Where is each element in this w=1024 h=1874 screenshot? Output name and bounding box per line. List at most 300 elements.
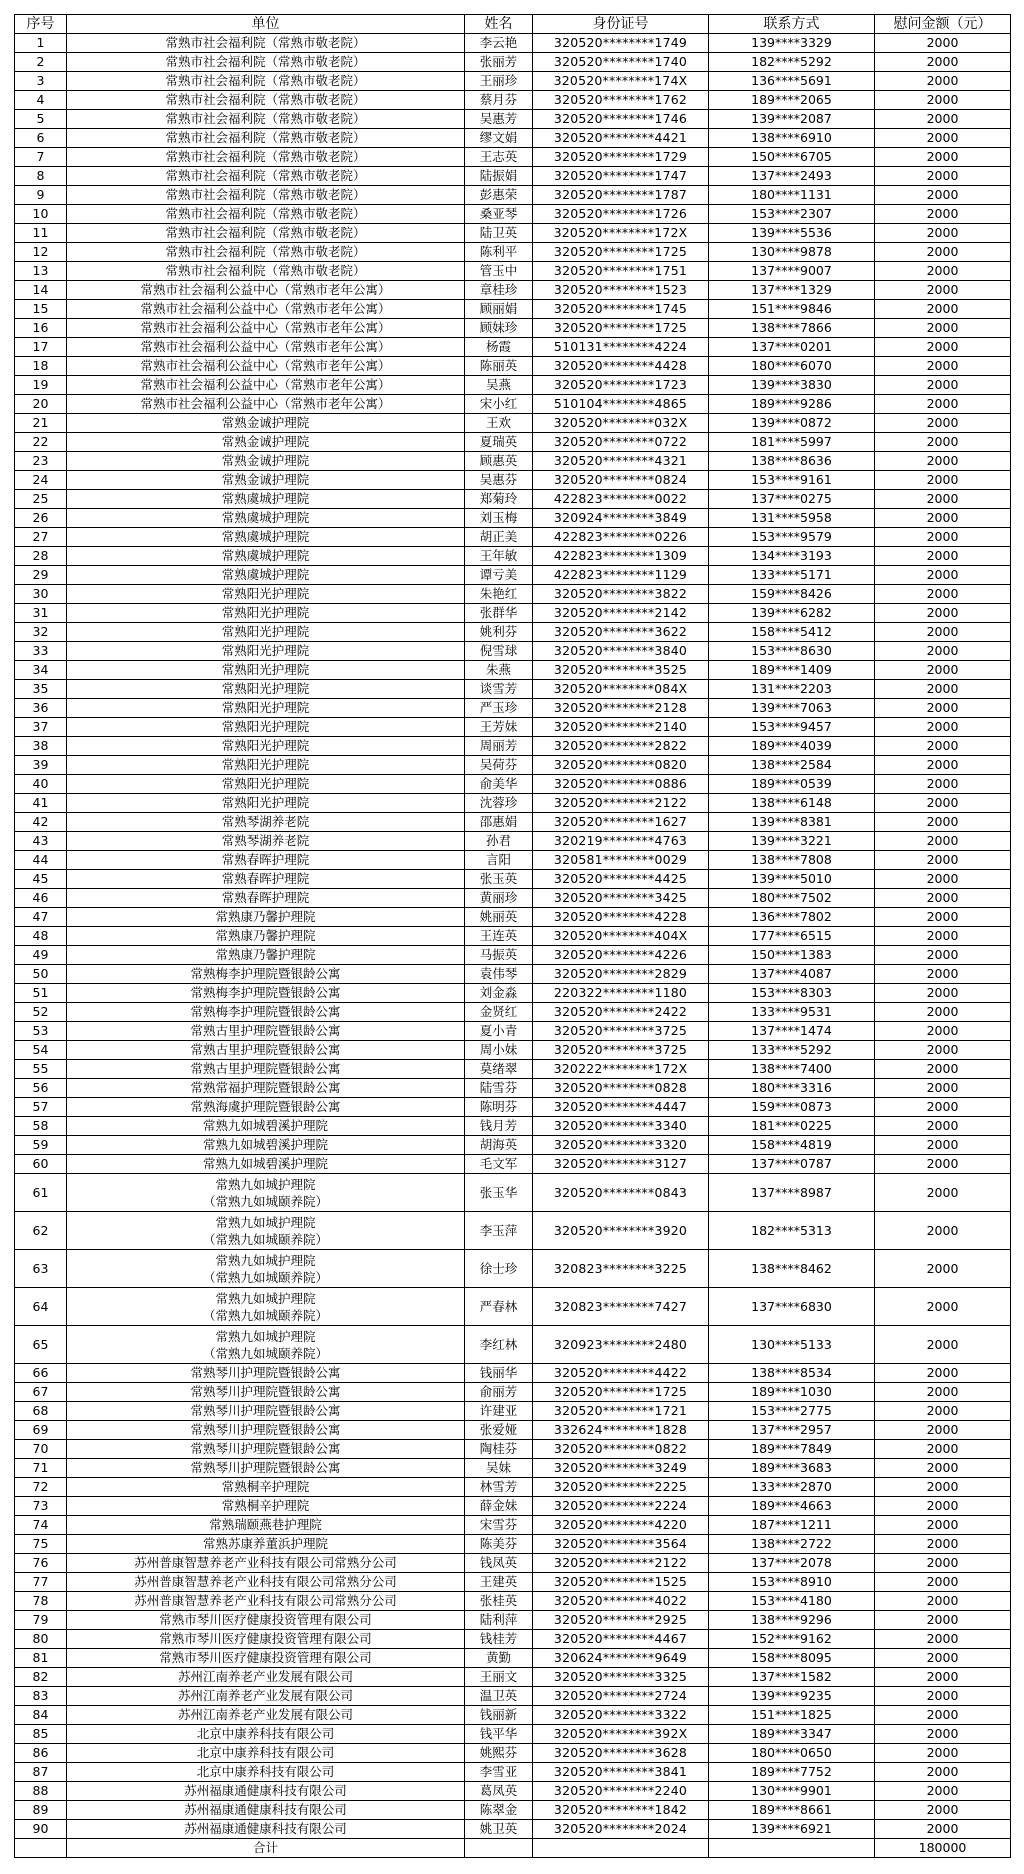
table-row [15,908,1011,927]
row-id-number: 320520********404X [533,927,709,946]
relief-fund-sheet [14,14,1010,1858]
row-name: 桑亚琴 [465,205,533,224]
row-unit: 常熟市琴川医疗健康投资管理有限公司 [67,1649,465,1668]
row-index: 29 [15,566,67,585]
row-name: 陈美芬 [465,1535,533,1554]
row-id-number: 320520********4467 [533,1630,709,1649]
row-id-number: 320520********1523 [533,281,709,300]
row-name: 陆雪芬 [465,1079,533,1098]
row-name: 顾丽娟 [465,300,533,319]
row-contact: 130****9878 [709,243,875,262]
row-index: 3 [15,72,67,91]
row-amount: 2000 [875,1630,1011,1649]
row-unit: 常熟阳光护理院 [67,680,465,699]
row-amount: 2000 [875,414,1011,433]
table-row [15,585,1011,604]
row-id-number: 320520********1740 [533,53,709,72]
row-amount: 2000 [875,718,1011,737]
row-index: 22 [15,433,67,452]
row-index: 58 [15,1117,67,1136]
row-index: 19 [15,376,67,395]
row-amount: 2000 [875,547,1011,566]
total-row [15,1839,1011,1858]
row-unit: 常熟琴川护理院暨银龄公寓 [67,1421,465,1440]
row-index: 24 [15,471,67,490]
row-amount: 2000 [875,357,1011,376]
row-name: 葛凤英 [465,1782,533,1801]
table-row [15,870,1011,889]
table-row [15,1535,1011,1554]
row-unit: 常熟市社会福利院（常熟市敬老院） [67,224,465,243]
row-name: 张玉华 [465,1174,533,1212]
row-index: 90 [15,1820,67,1839]
row-name: 林雪芳 [465,1478,533,1497]
row-amount: 2000 [875,110,1011,129]
row-id-number: 320520********0722 [533,433,709,452]
table-row [15,1611,1011,1630]
row-contact: 137****0787 [709,1155,875,1174]
row-name: 马振英 [465,946,533,965]
row-unit: 常熟琴川护理院暨银龄公寓 [67,1459,465,1478]
row-name: 杨霞 [465,338,533,357]
row-name: 陆卫英 [465,224,533,243]
row-contact: 139****5010 [709,870,875,889]
row-amount: 2000 [875,1554,1011,1573]
row-amount: 2000 [875,1060,1011,1079]
row-name: 王芳妹 [465,718,533,737]
row-contact: 189****7849 [709,1440,875,1459]
row-name: 宋小红 [465,395,533,414]
row-index: 63 [15,1250,67,1288]
table-row [15,1820,1011,1839]
table-row [15,129,1011,148]
row-amount: 2000 [875,1497,1011,1516]
row-contact: 139****0872 [709,414,875,433]
row-id-number: 320520********4022 [533,1592,709,1611]
row-name: 黄勤 [465,1649,533,1668]
row-id-number: 320520********2024 [533,1820,709,1839]
row-unit-line-2: （常熟九如城颐养院） [202,1345,328,1361]
row-index: 16 [15,319,67,338]
row-index: 45 [15,870,67,889]
row-unit: 苏州福康通健康科技有限公司 [67,1820,465,1839]
row-contact: 139****9235 [709,1687,875,1706]
row-unit: 常熟桐辛护理院 [67,1497,465,1516]
row-id-number: 320520********3622 [533,623,709,642]
row-amount: 2000 [875,205,1011,224]
row-id-number: 320923********2480 [533,1326,709,1364]
row-unit: 常熟虞城护理院 [67,528,465,547]
row-contact: 180****0650 [709,1744,875,1763]
row-index: 72 [15,1478,67,1497]
row-name: 陆振娟 [465,167,533,186]
row-contact: 180****1131 [709,186,875,205]
table-row [15,699,1011,718]
row-index: 71 [15,1459,67,1478]
row-name: 姚卫英 [465,1820,533,1839]
row-contact: 137****9007 [709,262,875,281]
row-index: 52 [15,1003,67,1022]
table-row [15,1136,1011,1155]
row-id-number: 320520********2122 [533,1554,709,1573]
header-unit: 单位 [67,15,465,34]
row-unit: 常熟市社会福利院（常熟市敬老院） [67,148,465,167]
row-id-number: 320520********2240 [533,1782,709,1801]
table-row [15,623,1011,642]
row-id-number: 320520********1627 [533,813,709,832]
row-amount: 2000 [875,243,1011,262]
row-index: 84 [15,1706,67,1725]
row-name: 朱艳红 [465,585,533,604]
row-name: 吴惠芳 [465,110,533,129]
row-index: 21 [15,414,67,433]
row-id-number: 422823********0226 [533,528,709,547]
row-contact: 182****5292 [709,53,875,72]
row-id-number: 320222********172X [533,1060,709,1079]
row-contact: 138****8462 [709,1250,875,1288]
row-amount: 2000 [875,813,1011,832]
row-name: 陈丽英 [465,357,533,376]
row-contact: 138****2722 [709,1535,875,1554]
row-id-number: 320823********3225 [533,1250,709,1288]
row-contact: 134****3193 [709,547,875,566]
row-amount: 2000 [875,34,1011,53]
row-index: 83 [15,1687,67,1706]
row-index: 62 [15,1212,67,1250]
row-index: 67 [15,1383,67,1402]
row-amount: 2000 [875,1250,1011,1288]
row-unit: 常熟瑞颐燕巷护理院 [67,1516,465,1535]
row-id-number: 320520********1525 [533,1573,709,1592]
row-id-number: 320520********0843 [533,1174,709,1212]
table-row [15,357,1011,376]
row-index: 30 [15,585,67,604]
row-unit: 常熟市社会福利公益中心（常熟市老年公寓） [67,395,465,414]
row-amount: 2000 [875,1022,1011,1041]
row-name: 钱凤英 [465,1554,533,1573]
row-unit: 常熟梅李护理院暨银龄公寓 [67,965,465,984]
row-index: 2 [15,53,67,72]
row-contact: 133****5171 [709,566,875,585]
row-unit-line-1: 常熟九如城护理院 [215,1176,316,1192]
row-amount: 2000 [875,1212,1011,1250]
row-index: 25 [15,490,67,509]
table-row [15,91,1011,110]
row-contact: 138****8636 [709,452,875,471]
row-contact: 153****9161 [709,471,875,490]
row-amount: 2000 [875,1478,1011,1497]
row-amount: 2000 [875,338,1011,357]
row-index: 40 [15,775,67,794]
table-row [15,680,1011,699]
table-row [15,1155,1011,1174]
table-row [15,1402,1011,1421]
row-index: 75 [15,1535,67,1554]
row-contact: 130****5133 [709,1326,875,1364]
row-unit-line-2: （常熟九如城颐养院） [202,1269,328,1285]
table-row [15,490,1011,509]
row-unit: 常熟市社会福利公益中心（常熟市老年公寓） [67,376,465,395]
row-amount: 2000 [875,1155,1011,1174]
row-id-number: 320520********032X [533,414,709,433]
row-amount: 2000 [875,1098,1011,1117]
row-name: 陈明芬 [465,1098,533,1117]
row-id-number: 320520********1725 [533,243,709,262]
table-row [15,1003,1011,1022]
total-phone-cell [709,1839,875,1858]
table-row [15,1288,1011,1326]
row-id-number: 320520********2128 [533,699,709,718]
row-unit: 常熟梅李护理院暨银龄公寓 [67,1003,465,1022]
row-contact: 189****1030 [709,1383,875,1402]
row-unit: 常熟古里护理院暨银龄公寓 [67,1022,465,1041]
row-contact: 189****2065 [709,91,875,110]
row-amount: 2000 [875,528,1011,547]
table-row [15,72,1011,91]
row-contact: 138****7808 [709,851,875,870]
table-row [15,794,1011,813]
table-row [15,300,1011,319]
row-name: 顾妹珍 [465,319,533,338]
row-unit: 常熟金诚护理院 [67,433,465,452]
row-unit: 常熟琴湖养老院 [67,813,465,832]
row-amount: 2000 [875,281,1011,300]
row-name: 言阳 [465,851,533,870]
row-amount: 2000 [875,1744,1011,1763]
row-id-number: 320520********1787 [533,186,709,205]
row-index: 15 [15,300,67,319]
row-name: 顾惠英 [465,452,533,471]
table-row [15,1364,1011,1383]
row-index: 27 [15,528,67,547]
table-row [15,984,1011,1003]
row-id-number: 320520********1842 [533,1801,709,1820]
row-unit: 常熟市社会福利院（常熟市敬老院） [67,91,465,110]
row-name: 陈翠金 [465,1801,533,1820]
row-contact: 139****5536 [709,224,875,243]
table-row [15,832,1011,851]
row-contact: 180****7502 [709,889,875,908]
table-row [15,376,1011,395]
table-row [15,433,1011,452]
row-amount: 2000 [875,870,1011,889]
row-amount: 2000 [875,1117,1011,1136]
row-id-number: 320520********1749 [533,34,709,53]
row-id-number: 320520********2724 [533,1687,709,1706]
table-row [15,946,1011,965]
row-contact: 153****2775 [709,1402,875,1421]
row-index: 20 [15,395,67,414]
row-name: 王建英 [465,1573,533,1592]
row-amount: 2000 [875,1288,1011,1326]
row-amount: 2000 [875,1801,1011,1820]
row-unit: 常熟康乃馨护理院 [67,946,465,965]
table-row [15,547,1011,566]
row-unit: 常熟虞城护理院 [67,509,465,528]
row-unit: 常熟阳光护理院 [67,699,465,718]
row-unit: 苏州江南养老产业发展有限公司 [67,1668,465,1687]
row-id-number: 320520********3425 [533,889,709,908]
row-name: 李玉萍 [465,1212,533,1250]
row-amount: 2000 [875,1440,1011,1459]
table-row [15,1383,1011,1402]
row-index: 64 [15,1288,67,1326]
total-name-cell [465,1839,533,1858]
table-row [15,1782,1011,1801]
table-row [15,1744,1011,1763]
row-amount: 2000 [875,300,1011,319]
row-name: 王丽珍 [465,72,533,91]
row-id-number: 320520********4421 [533,129,709,148]
row-contact: 152****9162 [709,1630,875,1649]
header-amount: 慰问金额（元） [875,15,1011,34]
row-index: 23 [15,452,67,471]
row-contact: 130****9901 [709,1782,875,1801]
row-amount: 2000 [875,889,1011,908]
row-index: 38 [15,737,67,756]
row-index: 89 [15,1801,67,1820]
row-amount: 2000 [875,452,1011,471]
row-index: 46 [15,889,67,908]
table-row [15,1573,1011,1592]
row-index: 54 [15,1041,67,1060]
row-contact: 189****1409 [709,661,875,680]
row-amount: 2000 [875,794,1011,813]
row-name: 蔡月芬 [465,91,533,110]
row-index: 59 [15,1136,67,1155]
row-amount: 2000 [875,1326,1011,1364]
row-name: 吴妹 [465,1459,533,1478]
row-unit: 常熟阳光护理院 [67,756,465,775]
row-id-number: 320520********2140 [533,718,709,737]
row-amount: 2000 [875,1725,1011,1744]
table-row [15,642,1011,661]
row-unit: 常熟康乃馨护理院 [67,927,465,946]
row-index: 74 [15,1516,67,1535]
row-id-number: 320520********392X [533,1725,709,1744]
row-id-number: 320520********3725 [533,1041,709,1060]
row-unit-line-1: 常熟九如城护理院 [215,1252,316,1268]
row-id-number: 320520********1729 [533,148,709,167]
row-contact: 139****3221 [709,832,875,851]
row-id-number: 422823********1129 [533,566,709,585]
row-name: 缪文娟 [465,129,533,148]
row-index: 47 [15,908,67,927]
table-row [15,1668,1011,1687]
row-index: 17 [15,338,67,357]
row-id-number: 320520********3628 [533,1744,709,1763]
table-body [15,34,1011,1839]
row-unit: 常熟市社会福利院（常熟市敬老院） [67,205,465,224]
table-row [15,1117,1011,1136]
row-index: 88 [15,1782,67,1801]
row-id-number: 320520********0820 [533,756,709,775]
row-name: 金贤红 [465,1003,533,1022]
row-unit: 常熟市社会福利院（常熟市敬老院） [67,53,465,72]
row-unit: 常熟虞城护理院 [67,547,465,566]
row-index: 8 [15,167,67,186]
row-unit: 常熟九如城碧溪护理院 [67,1136,465,1155]
row-id-number: 320520********3725 [533,1022,709,1041]
row-unit: 常熟常福护理院暨银龄公寓 [67,1079,465,1098]
row-contact: 136****5691 [709,72,875,91]
row-amount: 2000 [875,72,1011,91]
row-contact: 138****2584 [709,756,875,775]
row-unit: 常熟九如城碧溪护理院 [67,1155,465,1174]
table-row [15,1212,1011,1250]
row-amount: 2000 [875,623,1011,642]
row-name: 黄丽珍 [465,889,533,908]
row-index: 12 [15,243,67,262]
row-amount: 2000 [875,908,1011,927]
row-amount: 2000 [875,91,1011,110]
row-unit: 常熟琴川护理院暨银龄公寓 [67,1383,465,1402]
row-name: 周小妹 [465,1041,533,1060]
row-unit: 常熟金诚护理院 [67,414,465,433]
row-unit: 常熟琴川护理院暨银龄公寓 [67,1402,465,1421]
row-name: 王连英 [465,927,533,946]
row-name: 莫绪翠 [465,1060,533,1079]
table-row [15,1098,1011,1117]
row-unit: 常熟琴湖养老院 [67,832,465,851]
row-index: 35 [15,680,67,699]
row-name: 宋雪芬 [465,1516,533,1535]
row-unit: 北京中康养科技有限公司 [67,1744,465,1763]
total-index-cell [15,1839,67,1858]
row-contact: 189****8661 [709,1801,875,1820]
row-name: 夏瑞英 [465,433,533,452]
row-name: 张爱娅 [465,1421,533,1440]
row-name: 李雪亚 [465,1763,533,1782]
row-index: 10 [15,205,67,224]
row-index: 43 [15,832,67,851]
row-name: 郑菊玲 [465,490,533,509]
row-index: 69 [15,1421,67,1440]
row-amount: 2000 [875,1174,1011,1212]
row-unit-line-1: 常熟九如城护理院 [215,1214,316,1230]
table-row [15,718,1011,737]
table-row [15,319,1011,338]
table-row [15,243,1011,262]
row-contact: 150****6705 [709,148,875,167]
row-contact: 137****8987 [709,1174,875,1212]
row-contact: 137****4087 [709,965,875,984]
row-contact: 138****7866 [709,319,875,338]
row-unit: 常熟九如城碧溪护理院 [67,1117,465,1136]
row-amount: 2000 [875,946,1011,965]
row-unit [67,1174,465,1212]
row-id-number: 320520********2122 [533,794,709,813]
row-contact: 189****3683 [709,1459,875,1478]
table-row [15,167,1011,186]
row-name: 袁伟琴 [465,965,533,984]
table-row [15,1706,1011,1725]
row-id-number: 320520********0886 [533,775,709,794]
row-contact: 137****2957 [709,1421,875,1440]
row-amount: 2000 [875,1668,1011,1687]
row-name: 张群华 [465,604,533,623]
row-id-number: 320520********4226 [533,946,709,965]
row-amount: 2000 [875,1003,1011,1022]
row-amount: 2000 [875,680,1011,699]
table-row [15,1079,1011,1098]
row-contact: 139****7063 [709,699,875,718]
row-contact: 131****2203 [709,680,875,699]
row-name: 沈蓉珍 [465,794,533,813]
row-name: 周丽芳 [465,737,533,756]
row-amount: 2000 [875,1421,1011,1440]
row-id-number: 320520********4428 [533,357,709,376]
